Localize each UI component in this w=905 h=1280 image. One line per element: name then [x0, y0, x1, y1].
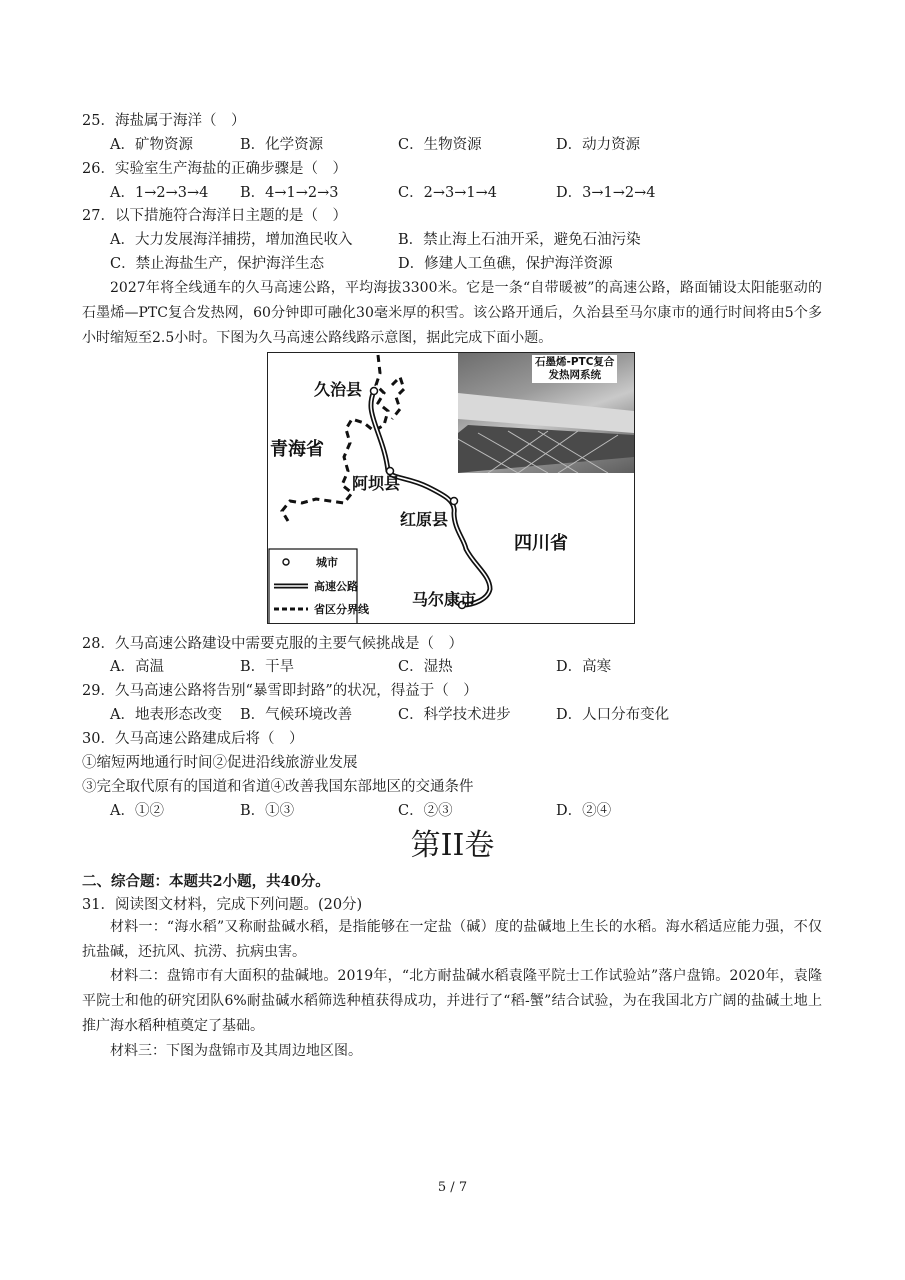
photo-caption-line-1: 石墨烯-PTC复合 [535, 356, 615, 368]
part-two-heading: 二、综合题：本题共2小题，共40分。 [82, 873, 330, 890]
q25-option-a: A．矿物资源 [110, 137, 193, 153]
city-marker-hongyuan [451, 498, 458, 505]
q25-option-c: C．生物资源 [398, 137, 482, 153]
q27-option-d: D．修建人工鱼礁，保护海洋资源 [398, 256, 613, 272]
question-31-stem: 31．阅读图文材料，完成下列问题。(20分) [82, 897, 363, 913]
q27-option-a: A．大力发展海洋捕捞，增加渔民收入 [110, 232, 353, 248]
city-marker-jiuzhi [371, 388, 378, 395]
q30-option-c: C．②③ [398, 803, 453, 819]
label-jiuzhi-county: 久治县 [314, 380, 363, 399]
q27-option-c: C．禁止海盐生产，保护海洋生态 [110, 256, 325, 272]
q26-option-d: D．3→1→2→4 [556, 185, 656, 201]
q29-option-a: A．地表形态改变 [110, 707, 222, 723]
q26-option-b: B．4→1→2→3 [240, 185, 339, 201]
q26-option-a: A．1→2→3→4 [110, 185, 209, 201]
material-three: 材料三：下图为盘锦市及其周边地区图。 [110, 1043, 362, 1059]
material-two: 材料二：盘锦市有大面积的盐碱地。2019年，“北方耐盐碱水稻袁隆平院士工作试验站”落户盘锦。2020年，袁隆平院士和他的研究团队6%耐盐碱水稻筛选种植获得成功，并进行了“稻-蟹”结合试验，为在我国北方广阔的盐碱土地上推广海水稻种植奠定了基础。 [82, 968, 822, 1034]
label-sichuan-province: 四川省 [514, 533, 568, 554]
question-25-stem: 25．海盐属于海洋（ ） [82, 113, 246, 129]
legend-highway-label: 高速公路 [314, 580, 358, 593]
question-29-stem: 29．久马高速公路将告别“暴雪即封路”的状况，得益于（ ） [82, 683, 478, 699]
q30-option-a: A．①② [110, 803, 164, 819]
q29-option-b: B．气候环境改善 [240, 707, 353, 723]
legend-border-label: 省区分界线 [314, 603, 369, 616]
question-28-stem: 28．久马高速公路建设中需要克服的主要气候挑战是（ ） [82, 636, 463, 652]
q28-option-a: A．高温 [110, 659, 164, 675]
q30-statements-2: ③完全取代原有的国道和省道④改善我国东部地区的交通条件 [82, 779, 474, 795]
legend-city-symbol [283, 559, 289, 565]
q25-option-d: D．动力资源 [556, 137, 641, 153]
q29-option-c: C．科学技术进步 [398, 707, 511, 723]
q28-option-b: B．干旱 [240, 659, 295, 675]
heating-net-photo [458, 353, 634, 473]
province-border-line-north [392, 377, 404, 419]
q30-statements-1: ①缩短两地通行时间②促进沿线旅游业发展 [82, 755, 358, 771]
q30-option-b: B．①③ [240, 803, 295, 819]
photo-caption-line-2: 发热网系统 [548, 369, 601, 381]
question-26-stem: 26．实验室生产海盐的正确步骤是（ ） [82, 161, 347, 177]
q27-option-b: B．禁止海上石油开采，避免石油污染 [398, 232, 641, 248]
question-30-stem: 30．久马高速公路建成后将（ ） [82, 731, 304, 747]
q26-option-c: C．2→3→1→4 [398, 185, 497, 201]
label-maerkang-city: 马尔康市 [412, 590, 477, 609]
section-title: 第II卷 [410, 828, 495, 863]
page-number: 5 / 7 [437, 1180, 468, 1195]
legend-city-label: 城市 [316, 556, 338, 569]
highway-passage: 2027年将全线通车的久马高速公路，平均海拔3300米。它是一条“自带暖被”的高速公路，路面铺设太阳能驱动的石墨烯—PTC复合发热网，60分钟即可融化30毫米厚的积雪。该公路开通后，久治县至马尔康市的通行时间将由5个多小时缩短至2.5小时。下图为久马高速公路线路示意图，据此完成下面小题。 [82, 280, 822, 346]
label-aba-county: 阿坝县 [352, 474, 401, 493]
question-27-stem: 27．以下措施符合海洋日主题的是（ ） [82, 208, 347, 224]
q30-option-d: D．②④ [556, 803, 612, 819]
material-one: 材料一：“海水稻”又称耐盐碱水稻，是指能够在一定盐（碱）度的盐碱地上生长的水稻。海水稻适应能力强，不仅抗盐碱，还抗风、抗涝、抗病虫害。 [82, 919, 822, 960]
q28-option-c: C．湿热 [398, 659, 453, 675]
highway-route-map [267, 352, 635, 624]
label-qinghai-province: 青海省 [270, 439, 324, 460]
q28-option-d: D．高寒 [556, 659, 612, 675]
q25-option-b: B．化学资源 [240, 137, 324, 153]
q29-option-d: D．人口分布变化 [556, 707, 670, 723]
label-hongyuan-county: 红原县 [400, 510, 449, 529]
